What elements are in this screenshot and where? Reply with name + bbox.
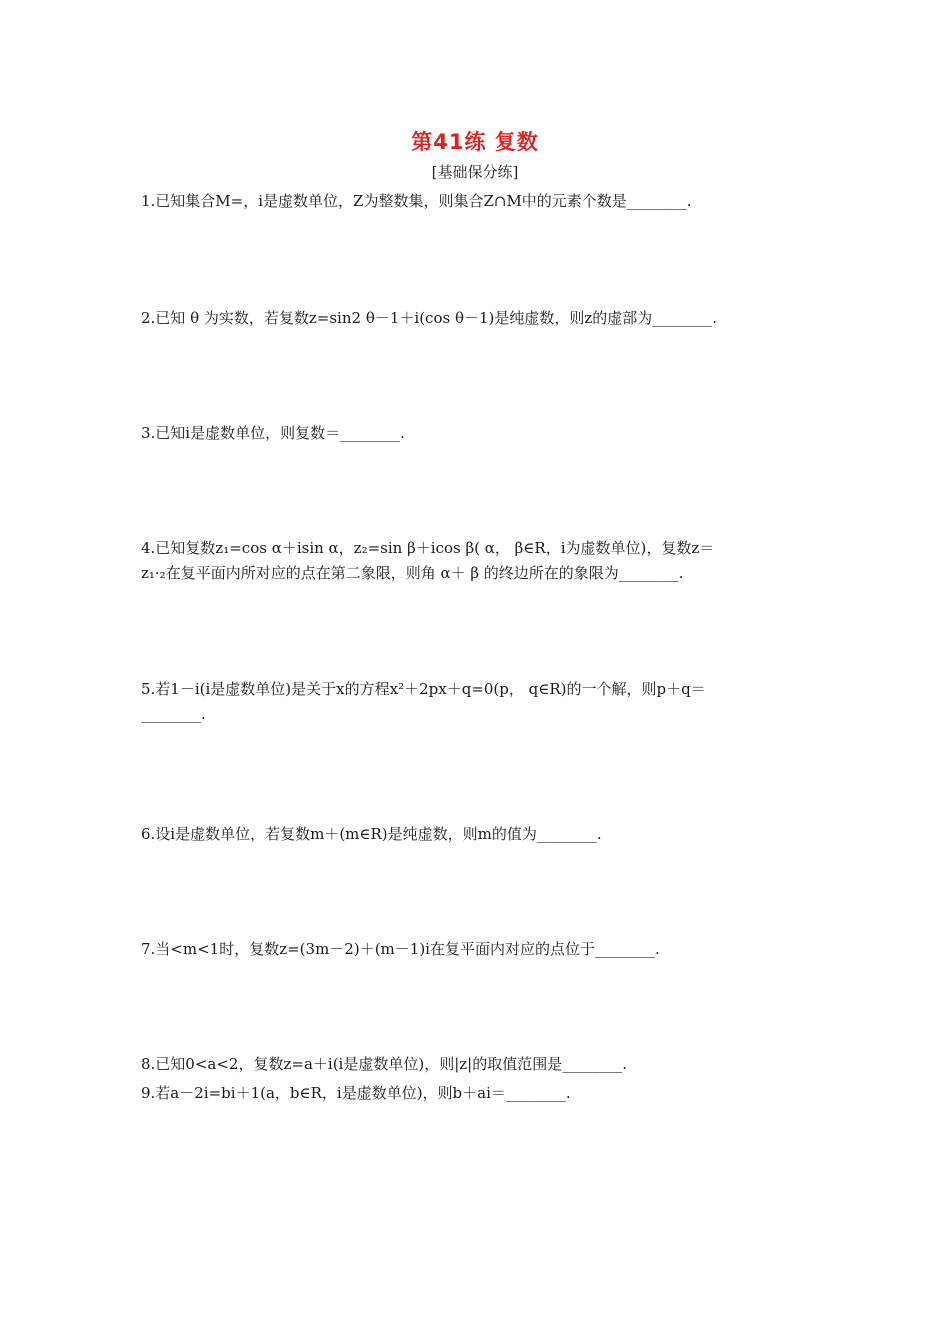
question-text: 7.当<m<1时，复数z=(3m－2)＋(m－1)i在复平面内对应的点位于________.: [141, 940, 660, 958]
question-text-line-1: 5.若1－i(i是虚数单位)是关于x的方程x²＋2px＋q=0(p， q∈R)的一个解，则p＋q＝: [141, 680, 706, 698]
question-text: 8.已知0<a<2，复数z=a＋i(i是虚数单位)，则|z|的取值范围是________.: [141, 1055, 627, 1073]
question-text: 9.若a－2i=bi＋1(a，b∈R，i是虚数单位)，则b＋ai＝________.: [141, 1084, 571, 1102]
question-9: [141, 1081, 821, 1106]
page-title: 第41练 复数: [411, 130, 539, 154]
question-3: [141, 421, 821, 446]
question-2: [141, 306, 821, 331]
question-8: [141, 1052, 821, 1077]
question-text: 6.设i是虚数单位，若复数m＋(m∈R)是纯虚数，则m的值为________.: [141, 825, 602, 843]
question-text-line-2: ________.: [141, 705, 206, 723]
question-6: [141, 822, 821, 847]
section-subtitle: [基础保分练]: [431, 163, 519, 181]
question-text: 1.已知集合M=，i是虚数单位，Z为整数集，则集合Z∩M中的元素个数是________.: [141, 192, 692, 210]
question-1: [141, 189, 821, 214]
question-text: 2.已知 θ 为实数，若复数z=sin2 θ－1＋i(cos θ－1)是纯虚数，则z的虚部为________.: [141, 309, 718, 327]
question-text-line-1: 4.已知复数z₁=cos α＋isin α，z₂=sin β＋icos β( α， β∈R，i为虚数单位)，复数z＝: [141, 539, 715, 557]
question-text-line-2: z₁·₂在复平面内所对应的点在第二象限，则角 α＋ β 的终边所在的象限为________.: [141, 564, 684, 582]
question-7: [141, 937, 821, 962]
question-4: [141, 536, 821, 586]
question-text: 3.已知i是虚数单位，则复数＝________.: [141, 424, 405, 442]
question-5: [141, 677, 821, 727]
